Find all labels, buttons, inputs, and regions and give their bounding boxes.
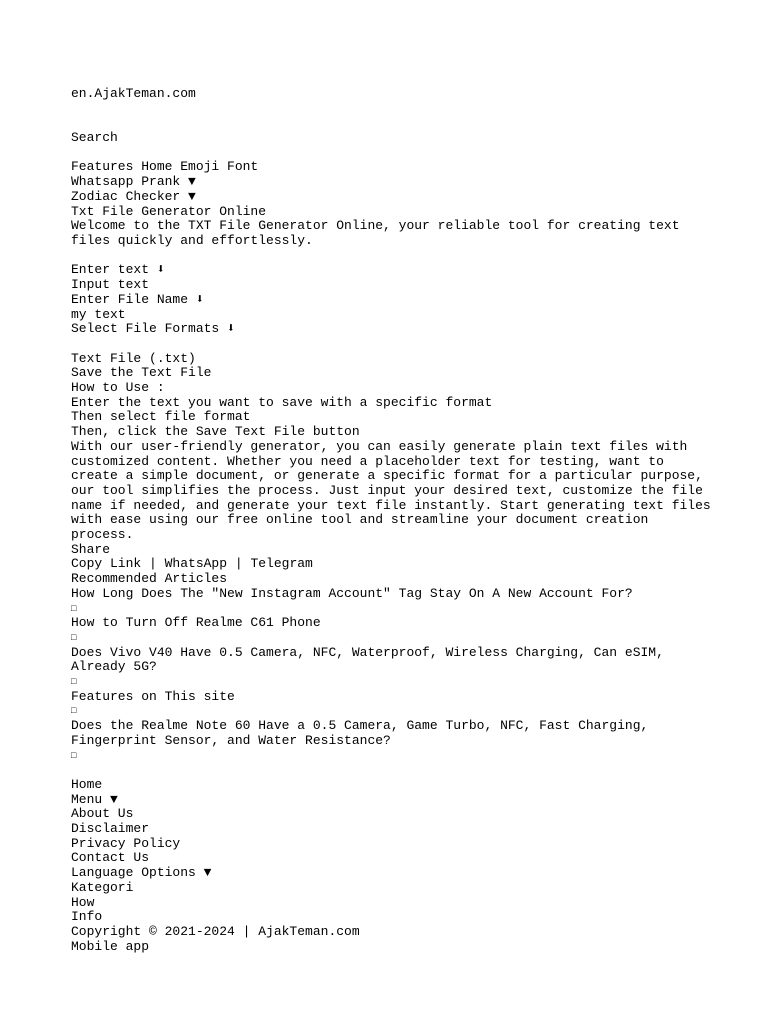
mobile-app-link[interactable]: Mobile app — [71, 938, 150, 954]
how-to-step: Enter the text you want to save with a specific format — [71, 394, 493, 410]
footer-link-about-us[interactable]: About Us — [71, 806, 134, 822]
spacer — [71, 146, 711, 161]
spacer — [71, 763, 711, 778]
footer-link-info[interactable]: Info — [71, 909, 103, 925]
nav-whatsapp-prank-dropdown[interactable]: Whatsapp Prank ▼ — [71, 174, 196, 190]
footer-menu-dropdown[interactable]: Menu ▼ — [71, 791, 118, 807]
copyright-text: Copyright © 2021-2024 | AjakTeman.com — [71, 924, 360, 939]
nav-top-links[interactable]: Features Home Emoji Font — [71, 159, 259, 175]
recommended-article-link[interactable]: Does Vivo V40 Have 0.5 Camera, NFC, Waterproof, Wireless Charging, Can eSIM, Already 5G? — [71, 644, 664, 675]
footer-link-privacy-policy[interactable]: Privacy Policy — [71, 835, 181, 851]
broken-image-icon[interactable]: □ — [71, 677, 77, 688]
share-whatsapp-link[interactable]: WhatsApp — [164, 556, 228, 572]
how-to-step: Then select file format — [71, 409, 251, 425]
recommended-article-link[interactable]: How Long Does The "New Instagram Account" Tag Stay On A New Account For? — [71, 585, 633, 601]
spacer — [71, 249, 711, 264]
save-button[interactable]: Save the Text File — [71, 365, 212, 381]
how-to-step: Then, click the Save Text File button — [71, 424, 360, 440]
text-input[interactable]: Input text — [71, 277, 150, 293]
share-links — [71, 557, 711, 572]
file-name-label: Enter File Name ⬇ — [71, 291, 204, 307]
share-separator: | — [141, 556, 165, 572]
how-to-title: How to Use : — [71, 380, 165, 395]
broken-image-icon[interactable]: □ — [71, 632, 77, 643]
file-name-input[interactable]: my text — [71, 306, 126, 322]
footer-link-how[interactable]: How — [71, 894, 95, 910]
page-title: Txt File Generator Online — [71, 203, 267, 219]
copy-link-button[interactable]: Copy Link — [71, 556, 142, 572]
share-telegram-link[interactable]: Telegram — [250, 556, 313, 572]
recommended-article-link[interactable]: Does the Realme Note 60 Have a 0.5 Camera, Game Turbo, NFC, Fast Charging, Fingerprint Sensor, and Water Resistance? — [71, 718, 649, 748]
recommended-article-link[interactable]: Features on This site — [71, 688, 235, 704]
file-format-select[interactable]: Text File (.txt) — [71, 350, 196, 366]
footer-language-options-dropdown[interactable]: Language Options ▼ — [71, 865, 212, 881]
share-separator: | — [227, 556, 251, 572]
spacer — [71, 337, 711, 352]
file-format-label: Select File Formats ⬇ — [71, 321, 235, 337]
page-content — [71, 87, 711, 954]
spacer — [71, 102, 711, 131]
footer-link-disclaimer[interactable]: Disclaimer — [71, 821, 150, 837]
intro-text: Welcome to the TXT File Generator Online, your reliable tool for creating text files quickly and effortlessly. — [71, 218, 680, 248]
footer-link-kategori[interactable]: Kategori — [71, 879, 134, 895]
recommended-title: Recommended Articles — [71, 571, 228, 587]
nav-zodiac-checker-dropdown[interactable]: Zodiac Checker ▼ — [71, 188, 196, 204]
broken-image-icon[interactable]: □ — [71, 750, 77, 761]
footer-link-home[interactable]: Home — [71, 776, 103, 792]
broken-image-icon[interactable]: □ — [71, 706, 77, 717]
site-domain-link[interactable]: en.AjakTeman.com — [71, 86, 196, 101]
tool-description: With our user-friendly generator, you can easily generate plain text files with customized content. Whether you need a placeholder text for testing, want to create a simple document, or generate a specific format for a particular purpose, our tool simplifies the process. Just input your desired text, customize the file name if needed, and generate your text file instantly. Start generating text files with ease using our free online tool and streamline your document creation process. — [71, 438, 711, 543]
recommended-article-link[interactable]: How to Turn Off Realme C61 Phone — [71, 615, 321, 631]
footer-link-contact-us[interactable]: Contact Us — [71, 850, 150, 866]
broken-image-icon[interactable]: □ — [71, 603, 77, 614]
search-button[interactable]: Search — [71, 130, 118, 146]
enter-text-label: Enter text ⬇ — [71, 262, 165, 278]
share-label: Share — [71, 541, 111, 557]
